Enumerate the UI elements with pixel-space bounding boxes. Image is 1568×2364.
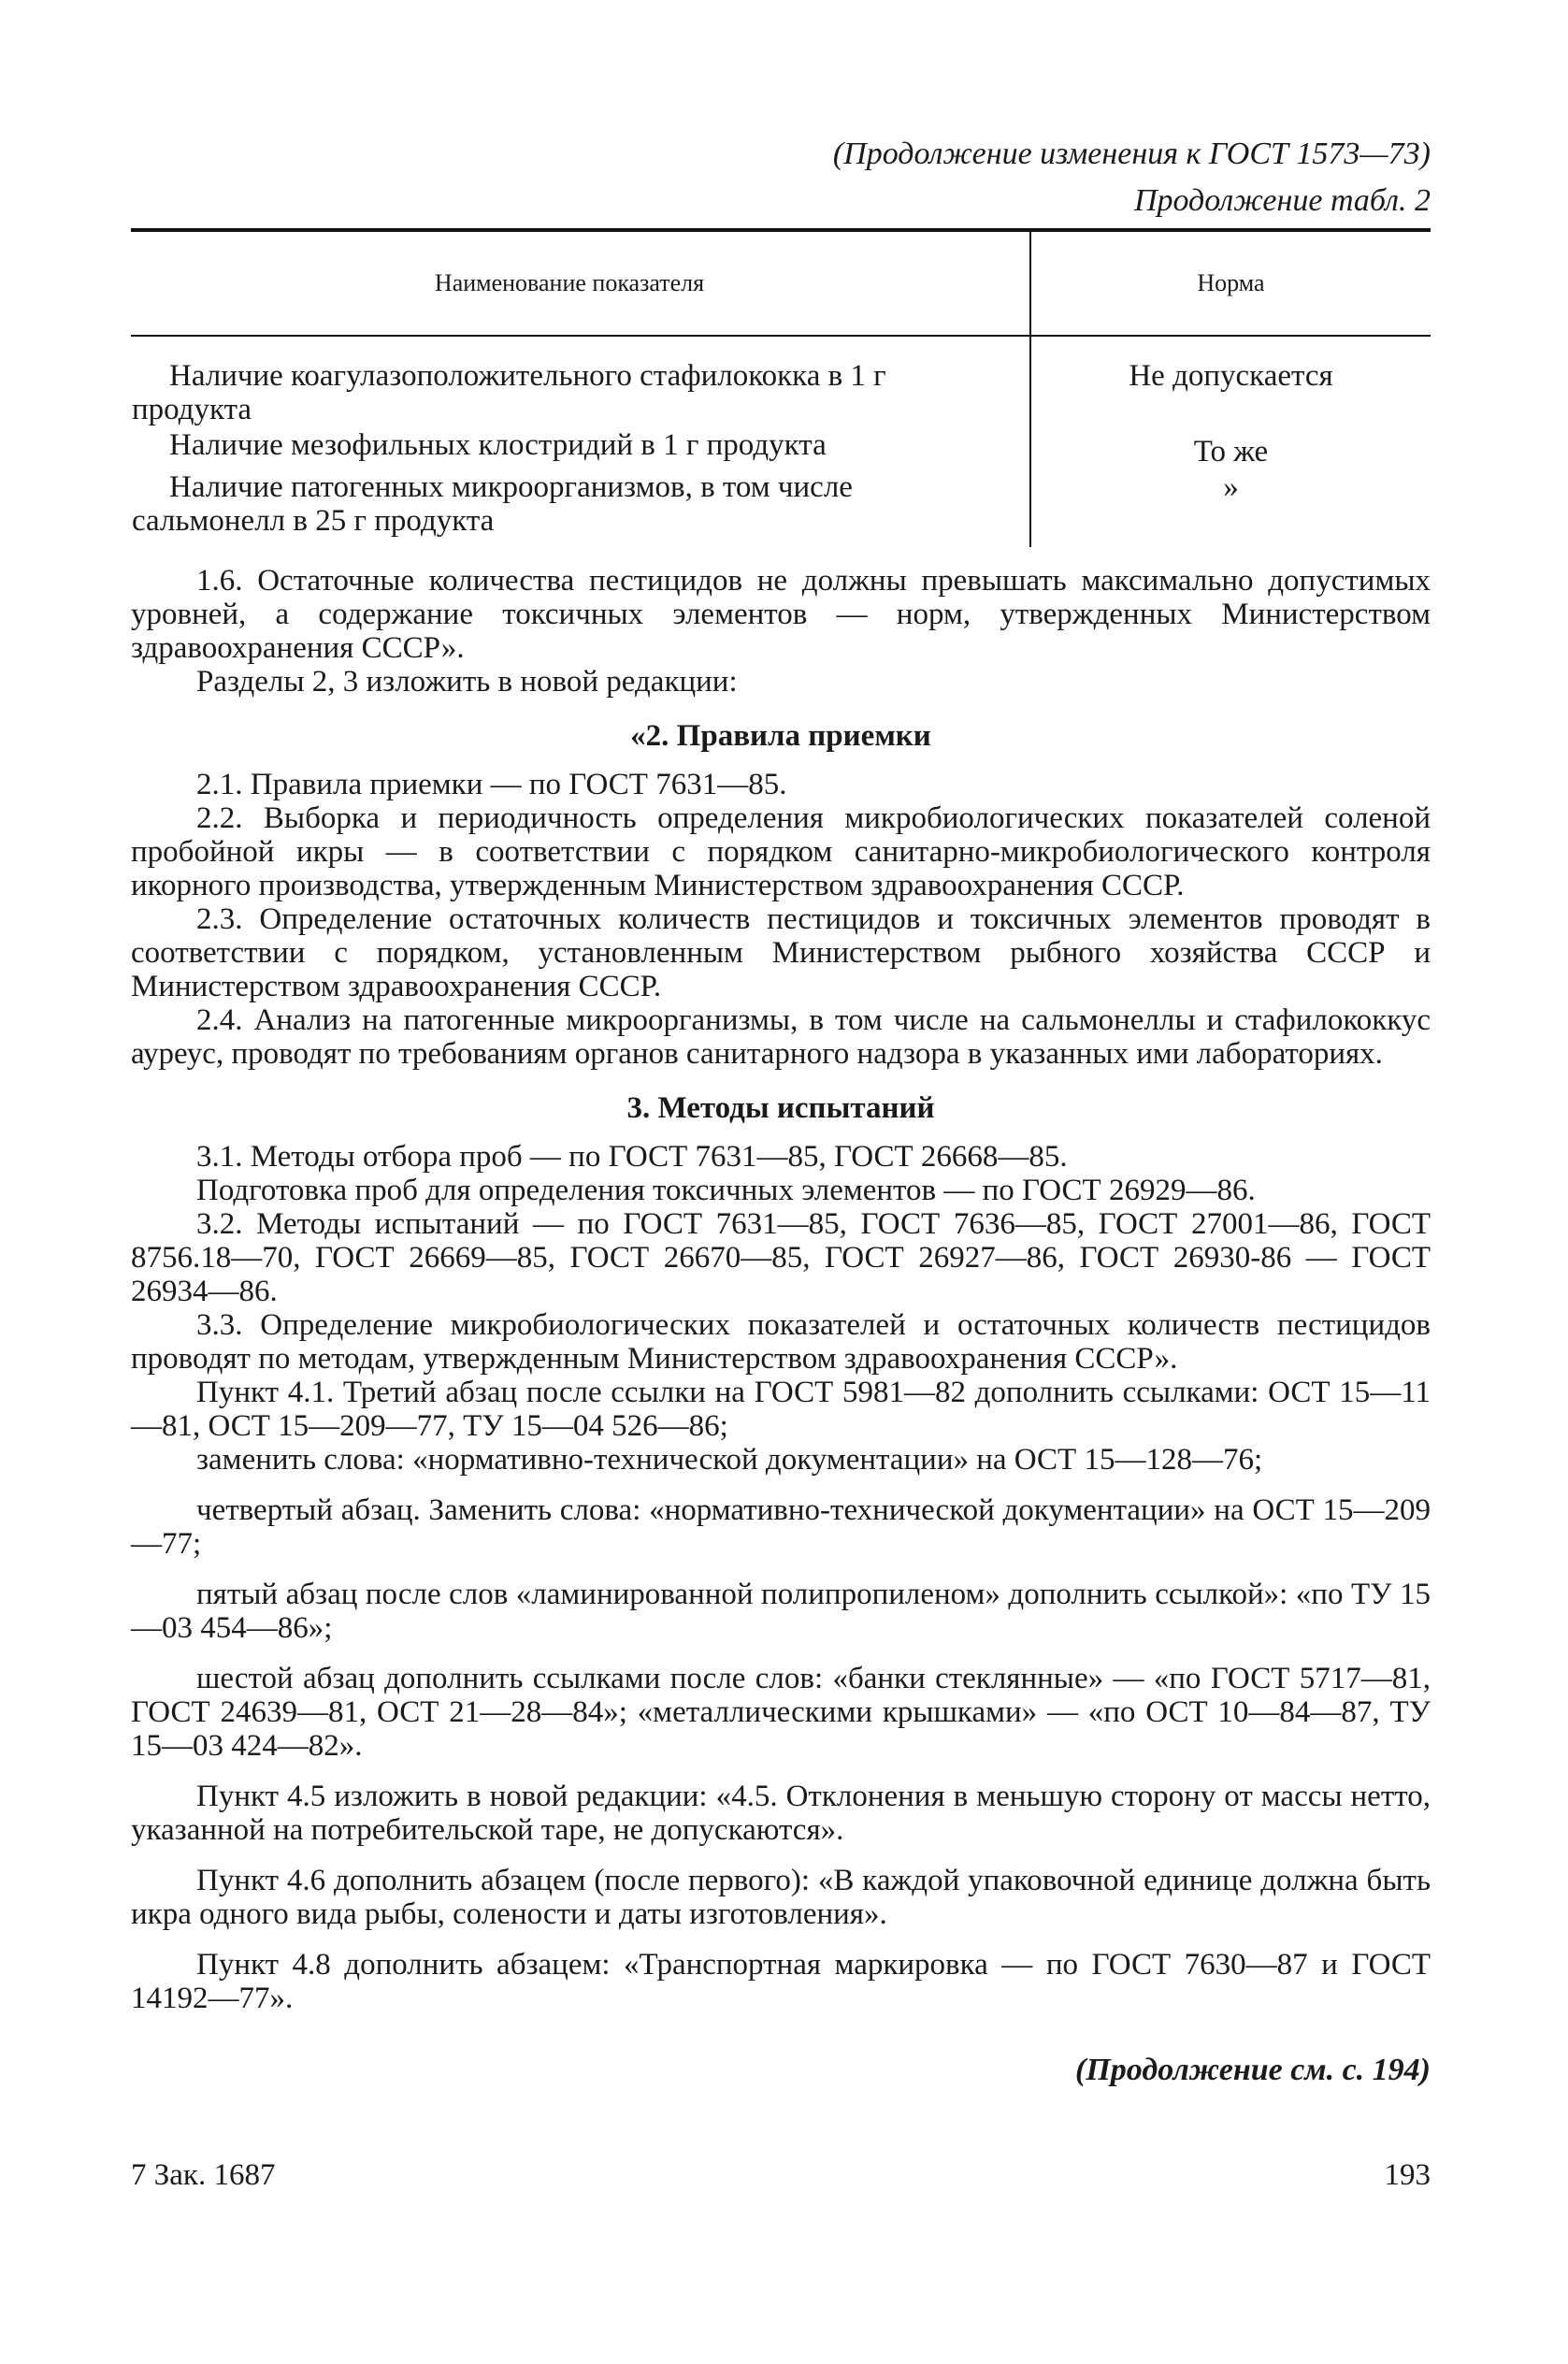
column-header-norm: Норма bbox=[1197, 269, 1265, 296]
indicator-name: Наличие патогенных микроорганизмов, в том числе сальмонелл в 25 г продукта bbox=[131, 469, 1030, 547]
table-row bbox=[131, 469, 1431, 547]
paragraph-4-5: Пункт 4.5 изложить в новой редакции: «4.5. Отклонения в меньшую сторону от массы нетто, указанной на потребительской таре, не допускаются». bbox=[131, 1780, 1431, 1847]
order-number: 7 Зак. 1687 bbox=[131, 2158, 276, 2192]
paragraph-2-3: 2.3. Определение остаточных количеств пестицидов и токсичных элементов проводят в соответствии с порядком, установленным Министерством рыбного хозяйства СССР и Министерством здравоохранения СССР. bbox=[131, 902, 1431, 1003]
section-3-title: 3. Методы испытаний bbox=[626, 1091, 935, 1125]
indicators-table bbox=[131, 228, 1431, 547]
table-row bbox=[131, 427, 1431, 469]
paragraph-4-6: Пункт 4.6 дополнить абзацем (после первого): «В каждой упаковочной единице должна быть икра одного вида рыбы, солености и даты изготовления». bbox=[131, 1864, 1431, 1931]
indicator-norm: » bbox=[1223, 470, 1239, 504]
page-number: 193 bbox=[1384, 2158, 1431, 2192]
paragraph-3-1: 3.1. Методы отбора проб — по ГОСТ 7631—85, ГОСТ 26668—85. bbox=[196, 1140, 1068, 1174]
paragraph-2-4: 2.4. Анализ на патогенные микроорганизмы, в том числе на сальмонеллы и стафилококкус ауреус, проводят по требованиям органов санитарного надзора в указанных ими лабораториях. bbox=[131, 1003, 1431, 1071]
page-footer bbox=[131, 2158, 1431, 2193]
indicator-name: Наличие мезофильных клостридий в 1 г продукта bbox=[131, 427, 1030, 469]
section-2-title: «2. Правила приемки bbox=[630, 719, 931, 753]
paragraph-2-2: 2.2. Выборка и периодичность определения микробиологических показателей соленой пробойной икры — в соответствии с порядком санитарно-микробиологического контроля икорного производства, утвержденным Министерством здравоохранения СССР. bbox=[131, 801, 1431, 902]
indicator-norm: Не допускается bbox=[1129, 359, 1333, 393]
continuation-header: (Продолжение изменения к ГОСТ 1573—73) bbox=[832, 137, 1431, 171]
paragraph-sections-intro: Разделы 2, 3 изложить в новой редакции: bbox=[196, 665, 738, 699]
table-row bbox=[131, 336, 1431, 427]
table-continuation-note: Продолжение табл. 2 bbox=[1133, 183, 1431, 218]
paragraph-2-1: 2.1. Правила приемки — по ГОСТ 7631—85. bbox=[196, 768, 787, 801]
continuation-note: (Продолжение см. с. 194) bbox=[1075, 2053, 1431, 2087]
paragraph-4-1-a: Пункт 4.1. Третий абзац после ссылки на ГОСТ 5981—82 дополнить ссылками: ОСТ 15—11—81, ОСТ 15—209—77, ТУ 15—04 526—86; bbox=[131, 1376, 1431, 1443]
paragraph-4-1-e: шестой абзац дополнить ссылками после слов: «банки стеклянные» — «по ГОСТ 5717—81, ГОСТ 24639—81, ОСТ 21—28—84»; «металлическими крышками» — «по ОСТ 10—84—87, ТУ 15—03 424—82». bbox=[131, 1662, 1431, 1763]
paragraph-1-6: 1.6. Остаточные количества пестицидов не должны превышать максимально допустимых уровней, а содержание токсичных элементов — норм, утвержденных Министерством здравоохранения СССР». bbox=[131, 564, 1431, 665]
paragraph-4-1-d: пятый абзац после слов «ламинированной полипропиленом» дополнить ссылкой»: «по ТУ 15—03 454—86»; bbox=[131, 1578, 1431, 1645]
indicator-norm: То же bbox=[1193, 435, 1269, 468]
document-page bbox=[131, 131, 1431, 2088]
paragraph-4-1-c: четвертый абзац. Заменить слова: «нормативно-технической документации» на ОСТ 15—209—77; bbox=[131, 1493, 1431, 1561]
paragraph-4-8: Пункт 4.8 дополнить абзацем: «Транспортная маркировка — по ГОСТ 7630—87 и ГОСТ 14192—77». bbox=[131, 1948, 1431, 2015]
indicator-name: Наличие коагулазоположительного стафилококка в 1 г продукта bbox=[131, 336, 1030, 427]
paragraph-4-1-b: заменить слова: «нормативно-технической документации» на ОСТ 15—128—76; bbox=[196, 1443, 1263, 1477]
paragraph-3-3: 3.3. Определение микробиологических показателей и остаточных количеств пестицидов проводят по методам, утвержденным Министерством здравоохранения СССР». bbox=[131, 1308, 1431, 1376]
paragraph-3-2: 3.2. Методы испытаний — по ГОСТ 7631—85, ГОСТ 7636—85, ГОСТ 27001—86, ГОСТ 8756.18—70, ГОСТ 26669—85, ГОСТ 26670—85, ГОСТ 26927—86, ГОСТ 26930-86 — ГОСТ 26934—86. bbox=[131, 1207, 1431, 1308]
paragraph-3-1-prep: Подготовка проб для определения токсичных элементов — по ГОСТ 26929—86. bbox=[196, 1174, 1256, 1207]
column-header-name: Наименование показателя bbox=[131, 230, 1030, 336]
